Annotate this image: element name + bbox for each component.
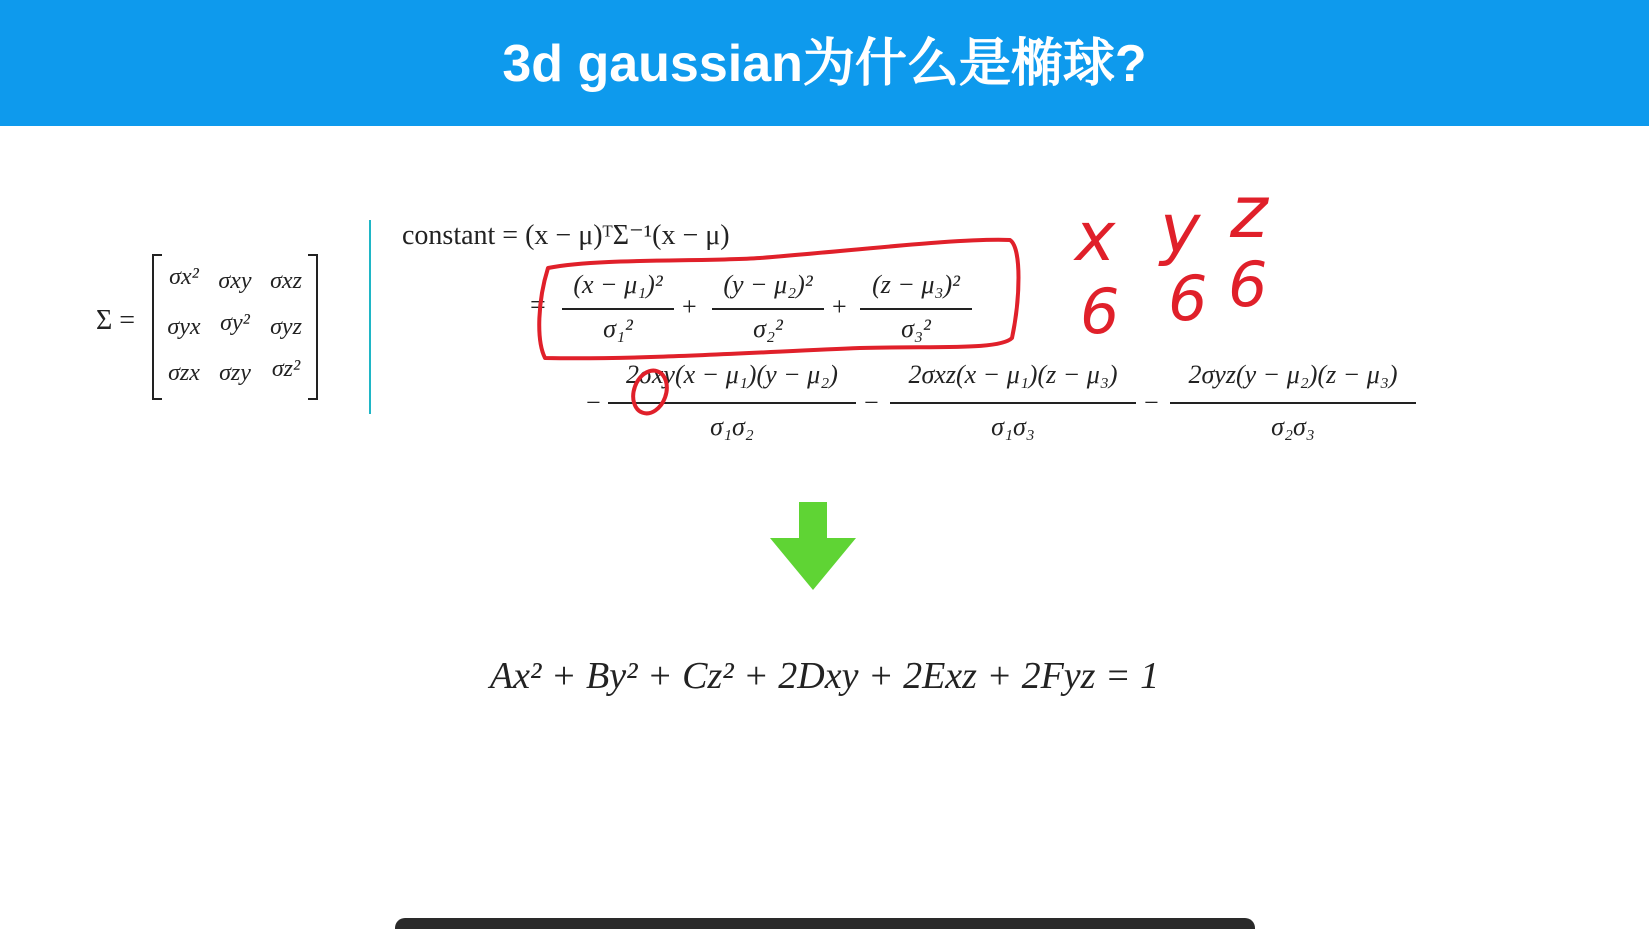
square-term-numerator: (y − μ₂)² [723, 270, 813, 299]
fraction-bar [608, 402, 856, 404]
cross-term-denominator: σ₂σ₃ [1271, 412, 1315, 441]
cross-term-denominator: σ₁σ₃ [991, 412, 1035, 441]
fraction-bar [1170, 402, 1416, 404]
cross-term-numerator: 2σyz(y − μ₂)(z − μ₃) [1188, 360, 1398, 389]
matrix-cell: σxz [270, 268, 302, 294]
handwritten-axis-x: x [1075, 198, 1116, 277]
down-arrow-icon [770, 502, 856, 590]
column-divider [369, 220, 371, 414]
square-term-denominator: σ₃² [901, 314, 931, 343]
page-title: 3d gaussian为什么是椭球? [502, 35, 1147, 93]
fraction-bar [890, 402, 1136, 404]
matrix-cell: σyz [270, 314, 302, 340]
matrix-cell: σzy [219, 360, 251, 386]
fraction-bar [860, 308, 972, 310]
square-term-numerator: (z − μ₃)² [872, 270, 960, 299]
plus-sign: + [682, 292, 697, 321]
square-term-denominator: σ₁² [603, 314, 633, 343]
handwritten-count: 6 [1168, 262, 1208, 335]
fraction-bar [712, 308, 824, 310]
matrix-cell: σz² [271, 356, 301, 382]
matrix-cell: σx² [169, 264, 199, 290]
handwritten-count: 6 [1228, 248, 1268, 321]
equals-sign: = [530, 290, 546, 321]
handwritten-count: 6 [1080, 275, 1120, 348]
plus-sign: + [832, 292, 847, 321]
handwritten-axis-z: z [1230, 170, 1268, 254]
square-term-numerator: (x − μ₁)² [573, 270, 663, 299]
square-term-denominator: σ₂² [753, 314, 783, 343]
quadratic-form-lhs: constant = (x − μ)ᵀΣ⁻¹(x − μ) [402, 220, 730, 251]
cross-term-numerator: 2σxy(x − μ₁)(y − μ₂) [626, 360, 838, 389]
matrix-cell: σy² [220, 310, 250, 336]
cross-term-denominator: σ₁σ₂ [710, 412, 754, 441]
handwritten-axis-y: y [1160, 190, 1201, 269]
minus-sign: − [586, 388, 601, 417]
ellipsoid-equation: Ax² + By² + Cz² + 2Dxy + 2Exz + 2Fyz = 1 [489, 655, 1160, 697]
matrix-cell: σxy [218, 268, 252, 294]
matrix-cell: σyx [167, 314, 201, 340]
sigma-label: Σ = [96, 305, 136, 336]
minus-sign: − [1144, 388, 1159, 417]
player-control-bar[interactable] [395, 918, 1255, 929]
cross-term-numerator: 2σxz(x − μ₁)(z − μ₃) [908, 360, 1118, 389]
fraction-bar [562, 308, 674, 310]
matrix-cell: σzx [168, 360, 200, 386]
minus-sign: − [864, 388, 879, 417]
